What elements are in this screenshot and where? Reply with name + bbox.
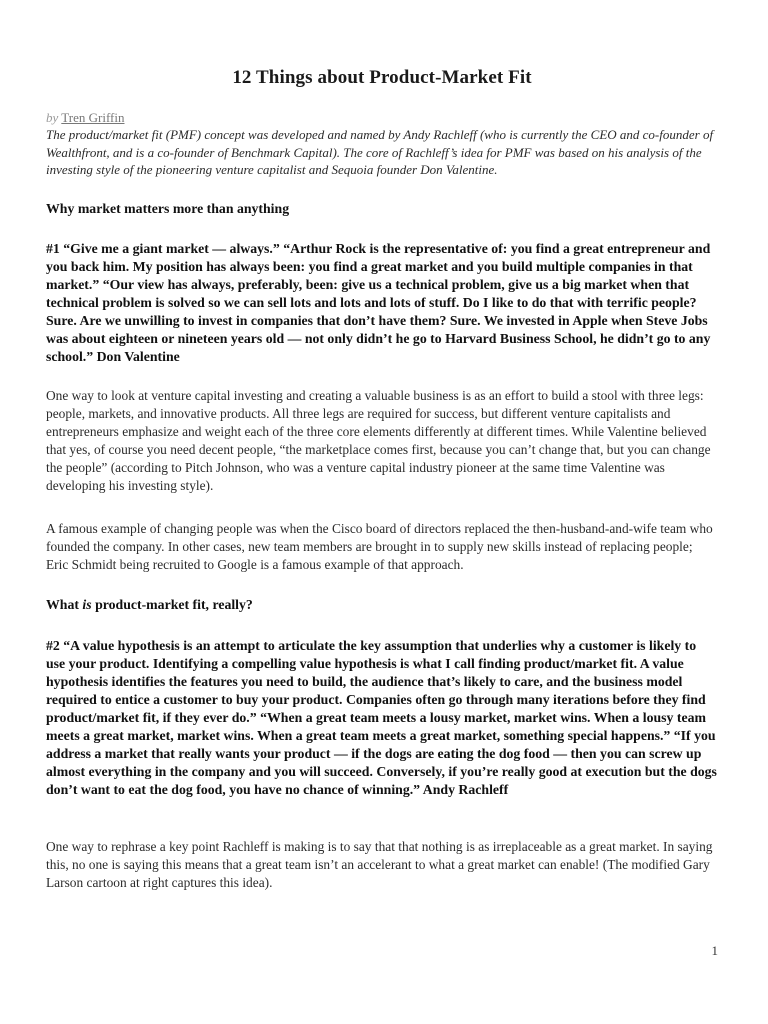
- section-heading-market: Why market matters more than anything: [46, 201, 290, 216]
- paragraph-rephrase: One way to rephrase a key point Rachleff is making is to say that that nothing is as irreplaceable as a great market. In saying this, no one is saying this means that a great team isn’t an accelerant to what a great market can enable! (The modified Gary Larson cartoon at right captures this idea).: [46, 839, 713, 890]
- byline: [46, 110, 125, 126]
- quote-rachleff: #2 “A value hypothesis is an attempt to articulate the key assumption that underlies why a customer is likely to use your product. Identifying a compelling value hypothesis is what I call finding product/market fit. A value hypothesis identifies the features you need to build, the audience that’s likely to care, and the business model required to entice a customer to buy your product. Companies often go through many iterations before they find product/market fit, if they ever do.” “When a great team meets a lousy market, market wins. When a lousy team meets a great market, market wins. When a great team meets a great market, something special happens.” “If you address a market that really wants your product — if the dogs are eating the dog food — then you can screw up almost everything in the company and you will succeed. Conversely, if you’re really good at execution but the dogs don’t want to eat the dog food, you have no chance of winning.” Andy Rachleff: [46, 638, 717, 797]
- document-title: 12 Things about Product-Market Fit: [232, 67, 532, 88]
- intro-paragraph: The product/market fit (PMF) concept was developed and named by Andy Rachleff (who is currently the CEO and co-founder of Wealthfront, and is a co-founder of Benchmark Capital). The core of Rachleff’s idea for PMF was based on his analysis of the investing style of the pioneering venture capitalist and Sequoia founder Don Valentine.: [46, 127, 714, 177]
- paragraph-stool: One way to look at venture capital investing and creating a valuable business is as an effort to build a stool with three legs: people, markets, and innovative products. All three legs are required for success, but different venture capitalists and entrepreneurs emphasize and weight each of the three core elements differently at different times. While Valentine believed that yes, of course you need decent people, “the marketplace comes first, because you can’t change that, but you can change the people” (according to Pitch Johnson, who was a venture capital industry pioneer at the same time Valentine was developing his investing style).: [46, 388, 711, 493]
- author-link[interactable]: Tren Griffin: [61, 110, 125, 125]
- page-number: 1: [711, 943, 718, 958]
- heading-pmf-emphasis: is: [82, 597, 92, 612]
- paragraph-cisco: A famous example of changing people was when the Cisco board of directors replaced the then-husband-and-wife team who founded the company. In other cases, new team members are brought in to supply new skills instead of replacing people; Eric Schmidt being recruited to Google is a famous example of that approach.: [46, 521, 713, 572]
- byline-prefix: by: [46, 110, 59, 125]
- quote-valentine: #1 “Give me a giant market — always.” “Arthur Rock is the representative of: you find a great entrepreneur and you back him. My position has always been: you find a great market and you build multiple companies in that market.” “Our view has always, preferably, been: give us a technical problem, give us a big market when that technical problem is solved so we can sell lots and lots and lots of stuff. Do I like to do that with terrific people? Sure. Are we unwilling to invest in companies that don’t have them? Sure. We invested in Apple when Steve Jobs was about eighteen or nineteen years old — not only didn’t he go to Harvard Business School, he didn’t go to any school.” Don Valentine: [46, 241, 711, 364]
- heading-pmf-post: product-market fit, really?: [91, 597, 253, 612]
- section-heading-pmf: [46, 597, 253, 613]
- heading-pmf-pre: What: [46, 597, 83, 612]
